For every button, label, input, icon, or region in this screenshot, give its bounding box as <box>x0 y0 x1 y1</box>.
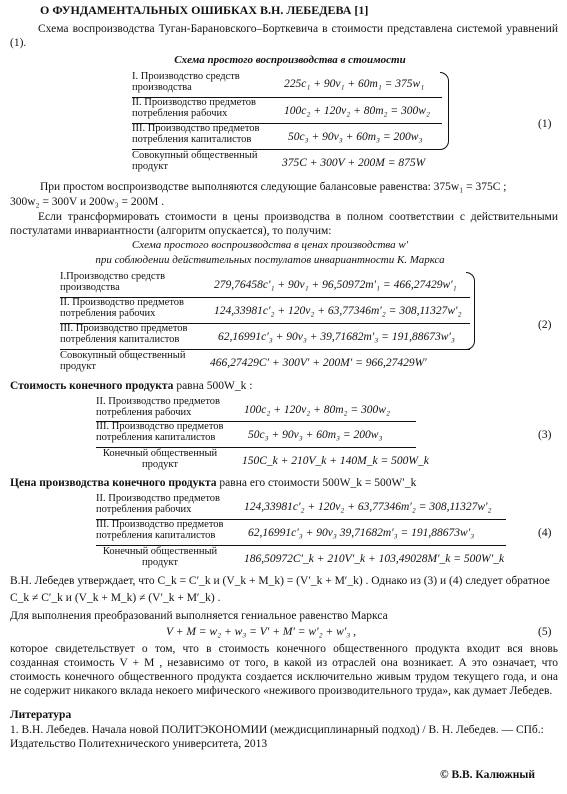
equation-number-5: (5) <box>538 626 552 638</box>
scheme-2-row-3-label: III. Производство предметов потребления капиталистов <box>60 323 188 345</box>
paragraph-balance-2: 300w₂ = 300V и 200w₃ = 200M . <box>10 196 165 208</box>
scheme-2-total-label: Совокупный общественный продукт <box>60 350 186 372</box>
scheme-2-row-3-eq: 62,16991c′₃ + 90v₃ + 39,71682m′₃ = 191,88673w′₃ <box>218 331 455 343</box>
paragraph-balance-1: При простом воспроизводстве выполняются следующие балансовые равенства: 375w₁ = 375C ; <box>40 181 507 193</box>
scheme-3-row-1-eq: 100c₂ + 120v₂ + 80m₂ = 300w₂ <box>244 404 390 416</box>
paragraph-lebedev-claim: В.Н. Лебедев утверждает, что C_k = C′_k и (V_k + M_k) = (V′_k + M′_k) . Однако из (3) и (4) следует обратное <box>10 575 550 587</box>
scheme-3-total-label: Конечный общественный продукт <box>102 448 218 470</box>
scheme-2-row-1-eq: 279,76458c′₁ + 90v₁ + 96,50972m′₁ = 466,27429w′₁ <box>214 279 457 291</box>
scheme-1-row-1-label: I. Производство средств производства <box>132 71 240 93</box>
heading-final-product-value: Стоимость конечного продукта равна 500W_k : <box>10 380 253 392</box>
scheme-1-row-2-label: II. Производство предметов потребления рабочих <box>132 97 256 119</box>
equation-number-3: (3) <box>538 429 552 441</box>
scheme-4-row-2-label: III. Производство предметов потребления капиталистов <box>96 519 224 541</box>
page-title: О ФУНДАМЕНТАЛЬНЫХ ОШИБКАХ В.Н. ЛЕБЕДЕВА [1] <box>40 3 369 17</box>
literature-item-1: 1. В.Н. Лебедев. Начала новой ПОЛИТЭКОНОМИИ (междисциплинарный подход) / В. Н. Лебедев. — СПб.: Издательство Политехнического университета, 2013 <box>10 724 544 751</box>
scheme-4-row-1-label: II. Производство предметов потребления рабочих <box>96 493 220 515</box>
equation-number-1: (1) <box>538 118 552 130</box>
scheme-4-row-2-eq: 62,16991c′₃ + 90v₃ 39,71682m′₃ = 191,88673w′₃ <box>248 527 475 539</box>
scheme-1-caption: Схема простого воспроизводства в стоимости <box>174 54 406 66</box>
paragraph-marx-equality: Для выполнения преобразований выполняется гениальное равенство Маркса <box>10 610 388 622</box>
scheme-2-row-2-eq: 124,33981c′₂ + 120v₂ + 63,77346m′₂ = 308,11327w′₂ <box>214 305 462 317</box>
equation-number-2: (2) <box>538 319 552 331</box>
paragraph-inequality: C_k ≠ C′_k и (V_k + M_k) ≠ (V′_k + M′_k) . <box>10 592 221 604</box>
scheme-3-row-2-label: III. Производство предметов потребления капиталистов <box>96 421 224 443</box>
scheme-2-row-1-label: I.Производство средств производства <box>60 271 166 293</box>
scheme-4-total-eq: 186,50972C′_k + 210V′_k + 103,49028M′_k = 500W′_k <box>244 553 505 565</box>
equation-number-4: (4) <box>538 527 552 539</box>
scheme-3-row-2-eq: 50c₃ + 90v₃ + 60m₃ = 200w₃ <box>248 429 383 441</box>
scheme-2-caption-1: Схема простого воспроизводства в ценах производства w′ <box>131 239 409 251</box>
scheme-2-row-2-label: II. Производство предметов потребления рабочих <box>60 297 184 319</box>
scheme-1-row-3-label: III. Производство предметов потребления капиталистов <box>132 123 260 145</box>
scheme-1-row-1-eq: 225c₁ + 90v₁ + 60m₁ = 375w₁ <box>284 78 425 90</box>
scheme-1-total-eq: 375C + 300V + 200M = 875W <box>282 157 426 169</box>
scheme-1-row-3-eq: 50c₃ + 90v₃ + 60m₃ = 200w₃ <box>288 131 423 143</box>
paragraph-conclusion: которое свидетельствует о том, что в стоимость конечного общественного продукта входит вся вновь созданная стоимость V + M , независимо от того, в какой из отраслей она возникает. А это означает, что стоимость конечного общественного продукта создается исключительно живым трудом текущего года, и она не содержит никакого вклада некоего мифического «неживого производительного труда», как думает Лебедев. <box>10 643 558 698</box>
literature-heading: Литература <box>10 709 72 721</box>
paragraph-intro: Схема воспроизводства Туган-Барановского–Борткевича в стоимости представлена системой уравнений (1). <box>10 23 558 50</box>
scheme-1-row-2-eq: 100c₂ + 120v₂ + 80m₂ = 300w₂ <box>284 105 430 117</box>
scheme-3-total-eq: 150C_k + 210V_k + 140M_k = 500W_k <box>242 455 429 467</box>
scheme-4-total-label: Конечный общественный продукт <box>102 546 218 568</box>
scheme-2-total-eq: 466,27429C′ + 300V′ + 200M′ = 966,27429W′ <box>210 357 427 369</box>
scheme-1-total-label: Совокупный общественный продукт <box>132 150 258 172</box>
paragraph-transform: Если трансформировать стоимости в цены производства в полном соответствии с действительными постулатами инвариантности (алгоритм опускается), то получим: <box>10 211 558 238</box>
scheme-4-row-1-eq: 124,33981c′₂ + 120v₂ + 63,77346m′₂ = 308,11327w′₂ <box>244 501 492 513</box>
scheme-2-caption-2: при соблюдении действительных постулатов инвариантности К. Маркса <box>95 254 445 266</box>
equation-5: V + M = w₂ + w₃ = V′ + M′ = w′₂ + w′₃ , <box>166 626 357 638</box>
author-signature: © В.В. Калюжный <box>440 769 535 781</box>
heading-final-product-price: Цена производства конечного продукта равна его стоимости 500W_k = 500W′_k <box>10 477 417 489</box>
scheme-3-row-1-label: II. Производство предметов потребления рабочих <box>96 396 220 418</box>
